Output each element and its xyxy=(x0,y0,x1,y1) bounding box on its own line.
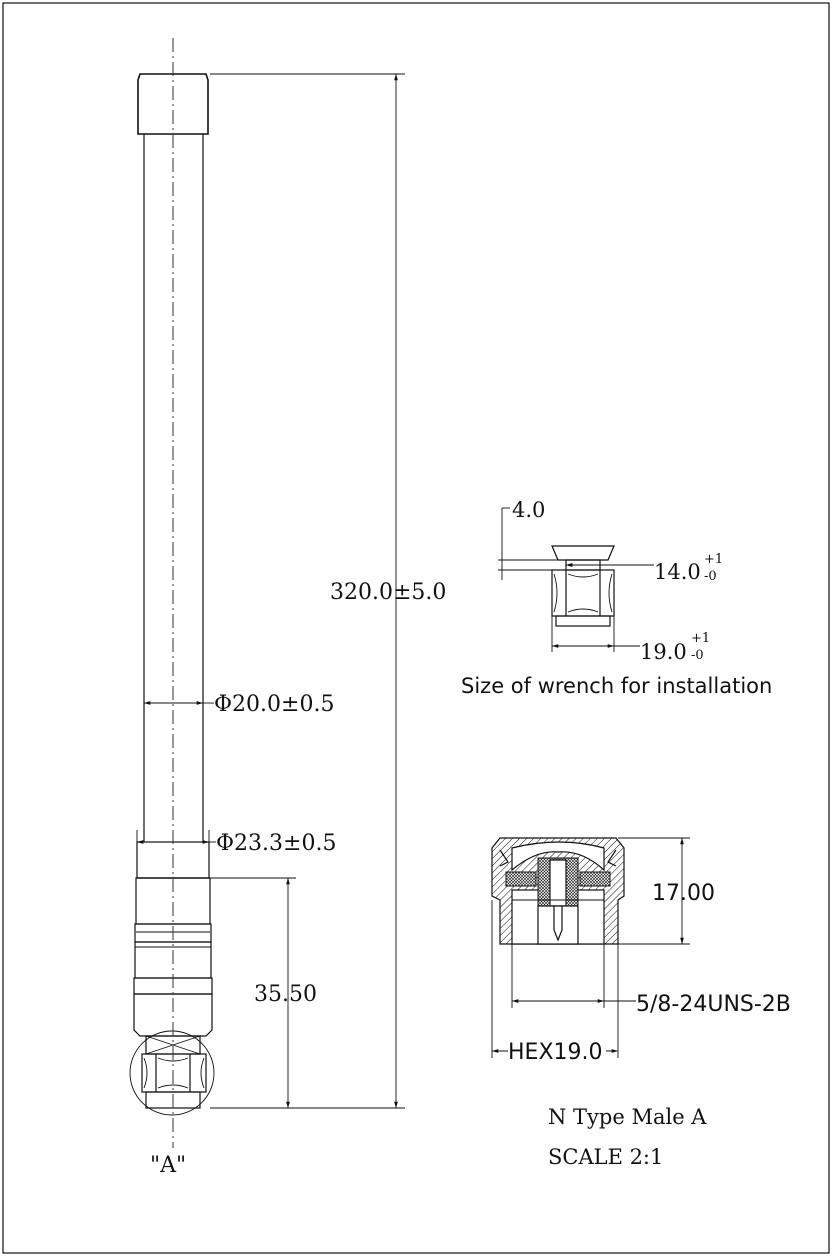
connector-hex-label: HEX19.0 xyxy=(508,1040,603,1065)
dim-overall-length xyxy=(210,74,446,1108)
wrench-dim-bottom-tol-minus: -0 xyxy=(691,648,704,663)
overall-length-label: 320.0±5.0 xyxy=(330,580,447,605)
wrench-dim-bottom-tol-plus: +1 xyxy=(691,631,711,646)
antenna-side-view xyxy=(130,38,214,1148)
wrench-dim-mid-tol-plus: +1 xyxy=(704,552,724,567)
dim-base-length xyxy=(210,878,317,1108)
wrench-dim-mid-tol-minus: -0 xyxy=(704,569,717,584)
wrench-caption: Size of wrench for installation xyxy=(461,674,773,698)
wrench-dim-top: 4.0 xyxy=(512,498,546,522)
detail-a-label: "A" xyxy=(150,1153,187,1178)
connector-thread-label: 5/8-24UNS-2B xyxy=(636,992,791,1017)
connector-height-label: 17.00 xyxy=(652,881,715,906)
connector-type-label: N Type Male A xyxy=(548,1105,707,1129)
dim-base-diameter xyxy=(137,830,336,856)
drawing-border xyxy=(3,3,829,1253)
whip-diameter-label: Φ20.0±0.5 xyxy=(214,692,335,717)
base-length-label: 35.50 xyxy=(254,982,317,1007)
wrench-dim-mid: 14.0 xyxy=(654,560,701,584)
connector-scale-label: SCALE 2:1 xyxy=(548,1145,664,1169)
wrench-size-view xyxy=(498,498,723,664)
connector-section-view xyxy=(492,838,791,1065)
wrench-dim-bottom: 19.0 xyxy=(640,640,687,664)
base-diameter-label: Φ23.3±0.5 xyxy=(216,831,337,856)
